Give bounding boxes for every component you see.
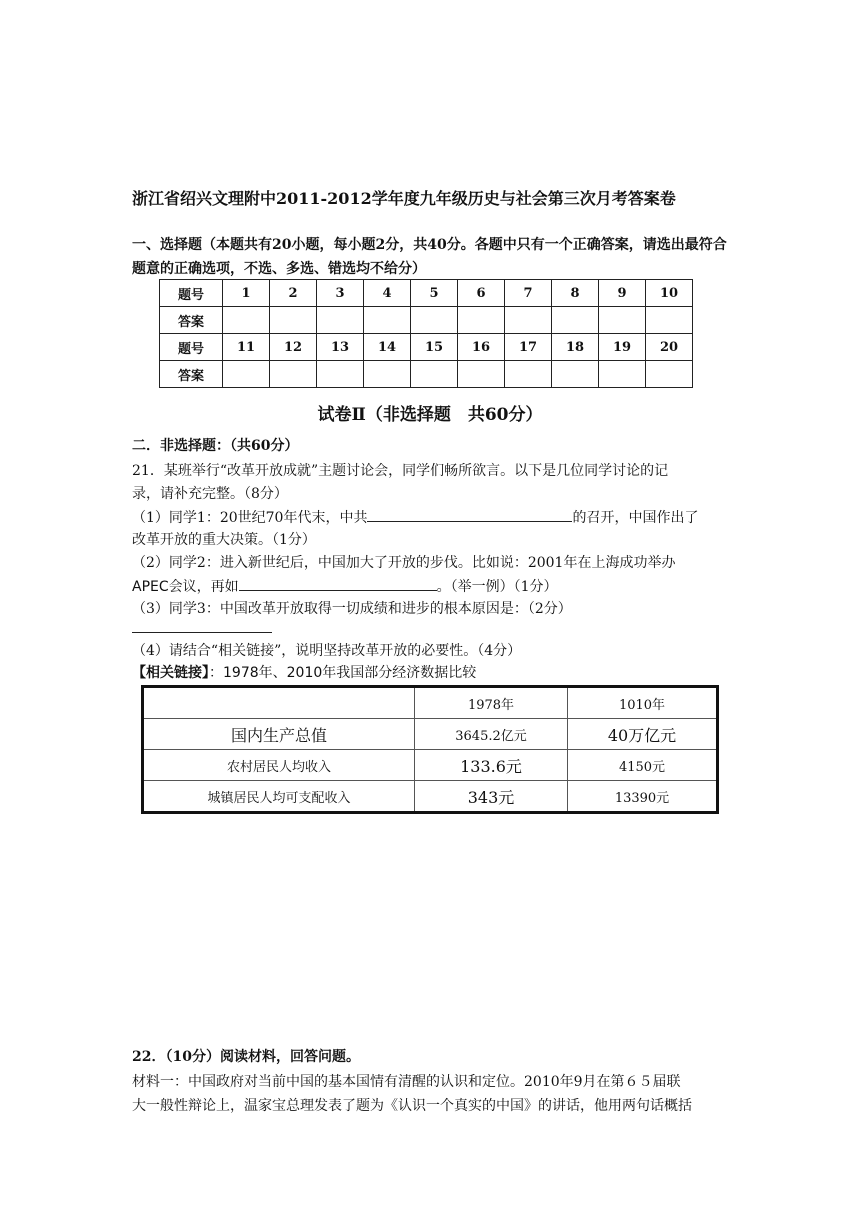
q21-part2-line1: （2）同学2：进入新世纪后，中国加大了开放的步伐。比如说：2001年在上海成功举办 <box>132 555 676 571</box>
economic-data-table <box>141 685 719 814</box>
row-label-number: 题号 <box>160 334 223 361</box>
q21-intro-line2: 录，请补充完整。（8分） <box>132 486 288 502</box>
answer-cell[interactable] <box>599 361 646 388</box>
question-number: 13 <box>317 334 364 361</box>
row-label-number: 题号 <box>160 280 223 307</box>
row-label-rural-income: 农村居民人均收入 <box>143 750 415 781</box>
table-row <box>160 334 693 361</box>
question-number: 10 <box>646 280 693 307</box>
answer-blank[interactable] <box>367 506 572 522</box>
table-row <box>160 361 693 388</box>
answer-cell[interactable] <box>223 307 270 334</box>
table-row <box>143 750 718 781</box>
related-link-label: 【相关链接】 <box>132 665 209 681</box>
question-number: 5 <box>411 280 458 307</box>
answer-cell[interactable] <box>505 307 552 334</box>
question-number: 6 <box>458 280 505 307</box>
q22-heading: 22．（10分）阅读材料，回答问题。 <box>132 1049 360 1065</box>
answer-cell[interactable] <box>364 307 411 334</box>
answer-cell[interactable] <box>646 361 693 388</box>
answer-cell[interactable] <box>599 307 646 334</box>
q21-part1 <box>132 506 698 529</box>
table-header-empty <box>143 687 415 719</box>
q22-material-line2: 大一般性辩论上，温家宝总理发表了题为《认识一个真实的中国》的讲话，他用两句话概括 <box>132 1098 692 1114</box>
answer-cell[interactable] <box>505 361 552 388</box>
row-label-urban-income: 城镇居民人均可支配收入 <box>143 781 415 813</box>
row-label-answer: 答案 <box>160 361 223 388</box>
q21-part2-prefix: APEC会议，再如 <box>132 579 239 595</box>
q21-part4: （4）请结合“相关链接”，说明坚持改革开放的必要性。（4分） <box>132 643 522 659</box>
question-number: 4 <box>364 280 411 307</box>
answer-line[interactable] <box>132 632 272 633</box>
question-number: 14 <box>364 334 411 361</box>
answer-cell[interactable] <box>270 361 317 388</box>
answer-cell[interactable] <box>411 361 458 388</box>
question-number: 1 <box>223 280 270 307</box>
q21-part1-prefix: （1）同学1：20世纪70年代末，中共 <box>132 510 368 526</box>
document-title: 浙江省绍兴文理附中2011-2012学年度九年级历史与社会第三次月考答案卷 <box>132 189 676 208</box>
q21-part2-suffix: 。（举一例）（1分） <box>436 579 558 595</box>
table-row <box>143 719 718 750</box>
answer-blank[interactable] <box>239 575 437 591</box>
urban-income-2010: 13390元 <box>568 781 718 813</box>
section1-heading: 一、选择题（本题共有20小题，每小题2分，共40分。各题中只有一个正确答案，请选出最符合题意的正确选项，不选、多选、错选均不给分） <box>132 237 727 277</box>
answer-cell[interactable] <box>552 307 599 334</box>
related-link-text: ：1978年、2010年我国部分经济数据比较 <box>209 665 477 681</box>
answer-cell[interactable] <box>646 307 693 334</box>
question-number: 9 <box>599 280 646 307</box>
question-number: 11 <box>223 334 270 361</box>
answer-cell[interactable] <box>223 361 270 388</box>
q21-part2-line2 <box>132 575 558 598</box>
q21-part3: （3）同学3：中国改革开放取得一切成绩和进步的根本原因是：（2分） <box>132 601 572 617</box>
gdp-2010: 40万亿元 <box>568 719 718 750</box>
q22-material-line1: 材料一：中国政府对当前中国的基本国情有清醒的认识和定位。2010年9月在第６５届联 <box>132 1074 681 1090</box>
section2-heading: 二．非选择题：（共60分） <box>132 438 299 454</box>
table-row <box>160 280 693 307</box>
answer-cell[interactable] <box>458 307 505 334</box>
answer-cell[interactable] <box>364 361 411 388</box>
table-row <box>143 781 718 813</box>
question-number: 12 <box>270 334 317 361</box>
question-number: 19 <box>599 334 646 361</box>
table-row <box>143 687 718 719</box>
q21-part1-suffix: 的召开，中国作出了 <box>572 510 699 526</box>
answer-cell[interactable] <box>411 307 458 334</box>
question-number: 18 <box>552 334 599 361</box>
question-number: 3 <box>317 280 364 307</box>
answer-cell[interactable] <box>552 361 599 388</box>
answer-table <box>159 279 693 388</box>
answer-cell[interactable] <box>317 361 364 388</box>
rural-income-1978: 133.6元 <box>415 750 568 781</box>
table-header-1978: 1978年 <box>415 687 568 719</box>
urban-income-1978: 343元 <box>415 781 568 813</box>
related-link <box>132 662 476 684</box>
table-header-2010: 1010年 <box>568 687 718 719</box>
q21-part1-cont: 改革开放的重大决策。（1分） <box>132 532 316 548</box>
paper2-title: 试卷Ⅱ（非选择题 共60分） <box>317 405 543 425</box>
answer-cell[interactable] <box>458 361 505 388</box>
answer-cell[interactable] <box>317 307 364 334</box>
question-number: 7 <box>505 280 552 307</box>
question-number: 15 <box>411 334 458 361</box>
question-number: 17 <box>505 334 552 361</box>
question-number: 8 <box>552 280 599 307</box>
answer-cell[interactable] <box>270 307 317 334</box>
table-row <box>160 307 693 334</box>
question-number: 20 <box>646 334 693 361</box>
row-label-gdp: 国内生产总值 <box>143 719 415 750</box>
question-number: 16 <box>458 334 505 361</box>
q21-intro-line1: 21．某班举行“改革开放成就”主题讨论会，同学们畅所欲言。以下是几位同学讨论的记 <box>132 463 669 479</box>
rural-income-2010: 4150元 <box>568 750 718 781</box>
gdp-1978: 3645.2亿元 <box>415 719 568 750</box>
row-label-answer: 答案 <box>160 307 223 334</box>
question-number: 2 <box>270 280 317 307</box>
